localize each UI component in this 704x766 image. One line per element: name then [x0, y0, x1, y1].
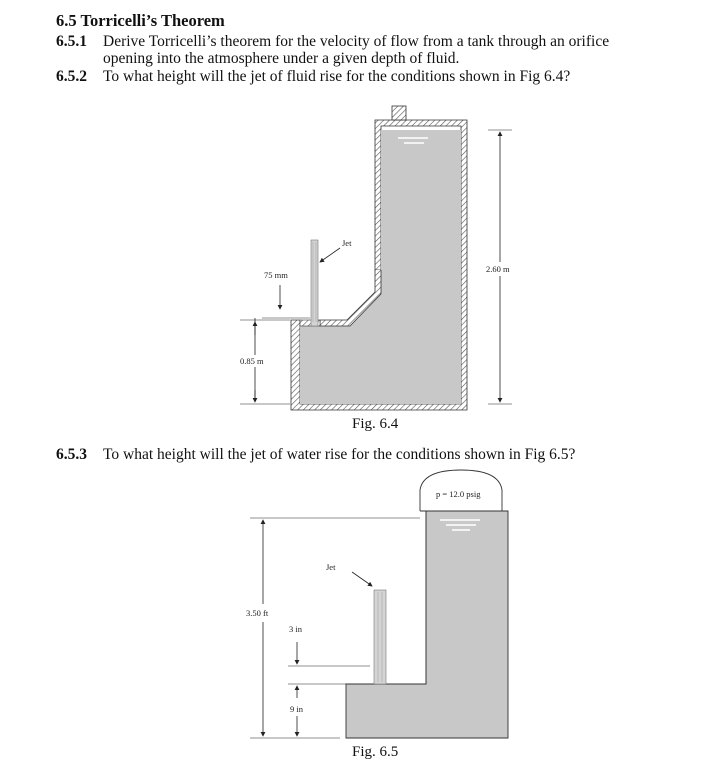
nozzle-diameter-label: 3 in	[289, 624, 302, 634]
nozzle-diameter-label: 75 mm	[264, 270, 288, 280]
figure-caption: Fig. 6.4	[352, 416, 399, 432]
jet-label: Jet	[326, 562, 336, 572]
jet-stream	[311, 240, 318, 326]
question-number: 6.5.2	[56, 68, 87, 85]
jet-label: Jet	[342, 238, 352, 248]
pressure-label: p = 12.0 psig	[436, 489, 481, 499]
figure-6-4	[238, 106, 512, 432]
height-label: 2.60 m	[486, 264, 510, 274]
depth-label: 9 in	[290, 704, 303, 714]
question-text-line1: Derive Torricelli’s theorem for the velocity of flow from a tank through an orifice	[103, 33, 610, 50]
question-text-line2: opening into the atmosphere under a given depth of fluid.	[103, 50, 460, 67]
question-number: 6.5.3	[56, 446, 87, 463]
figure-6-5	[246, 470, 508, 760]
section-heading: 6.5 Torricelli’s Theorem	[56, 11, 225, 30]
depth-label: 0.85 m	[240, 356, 264, 366]
question-text: To what height will the jet of water rise for the conditions shown in Fig 6.5?	[103, 446, 576, 463]
height-label: 3.50 ft	[246, 608, 269, 618]
tank-fluid	[346, 511, 508, 738]
question-text: To what height will the jet of fluid rise for the conditions shown in Fig 6.4?	[103, 68, 571, 85]
figure-caption: Fig. 6.5	[352, 744, 399, 760]
question-number: 6.5.1	[56, 33, 87, 50]
